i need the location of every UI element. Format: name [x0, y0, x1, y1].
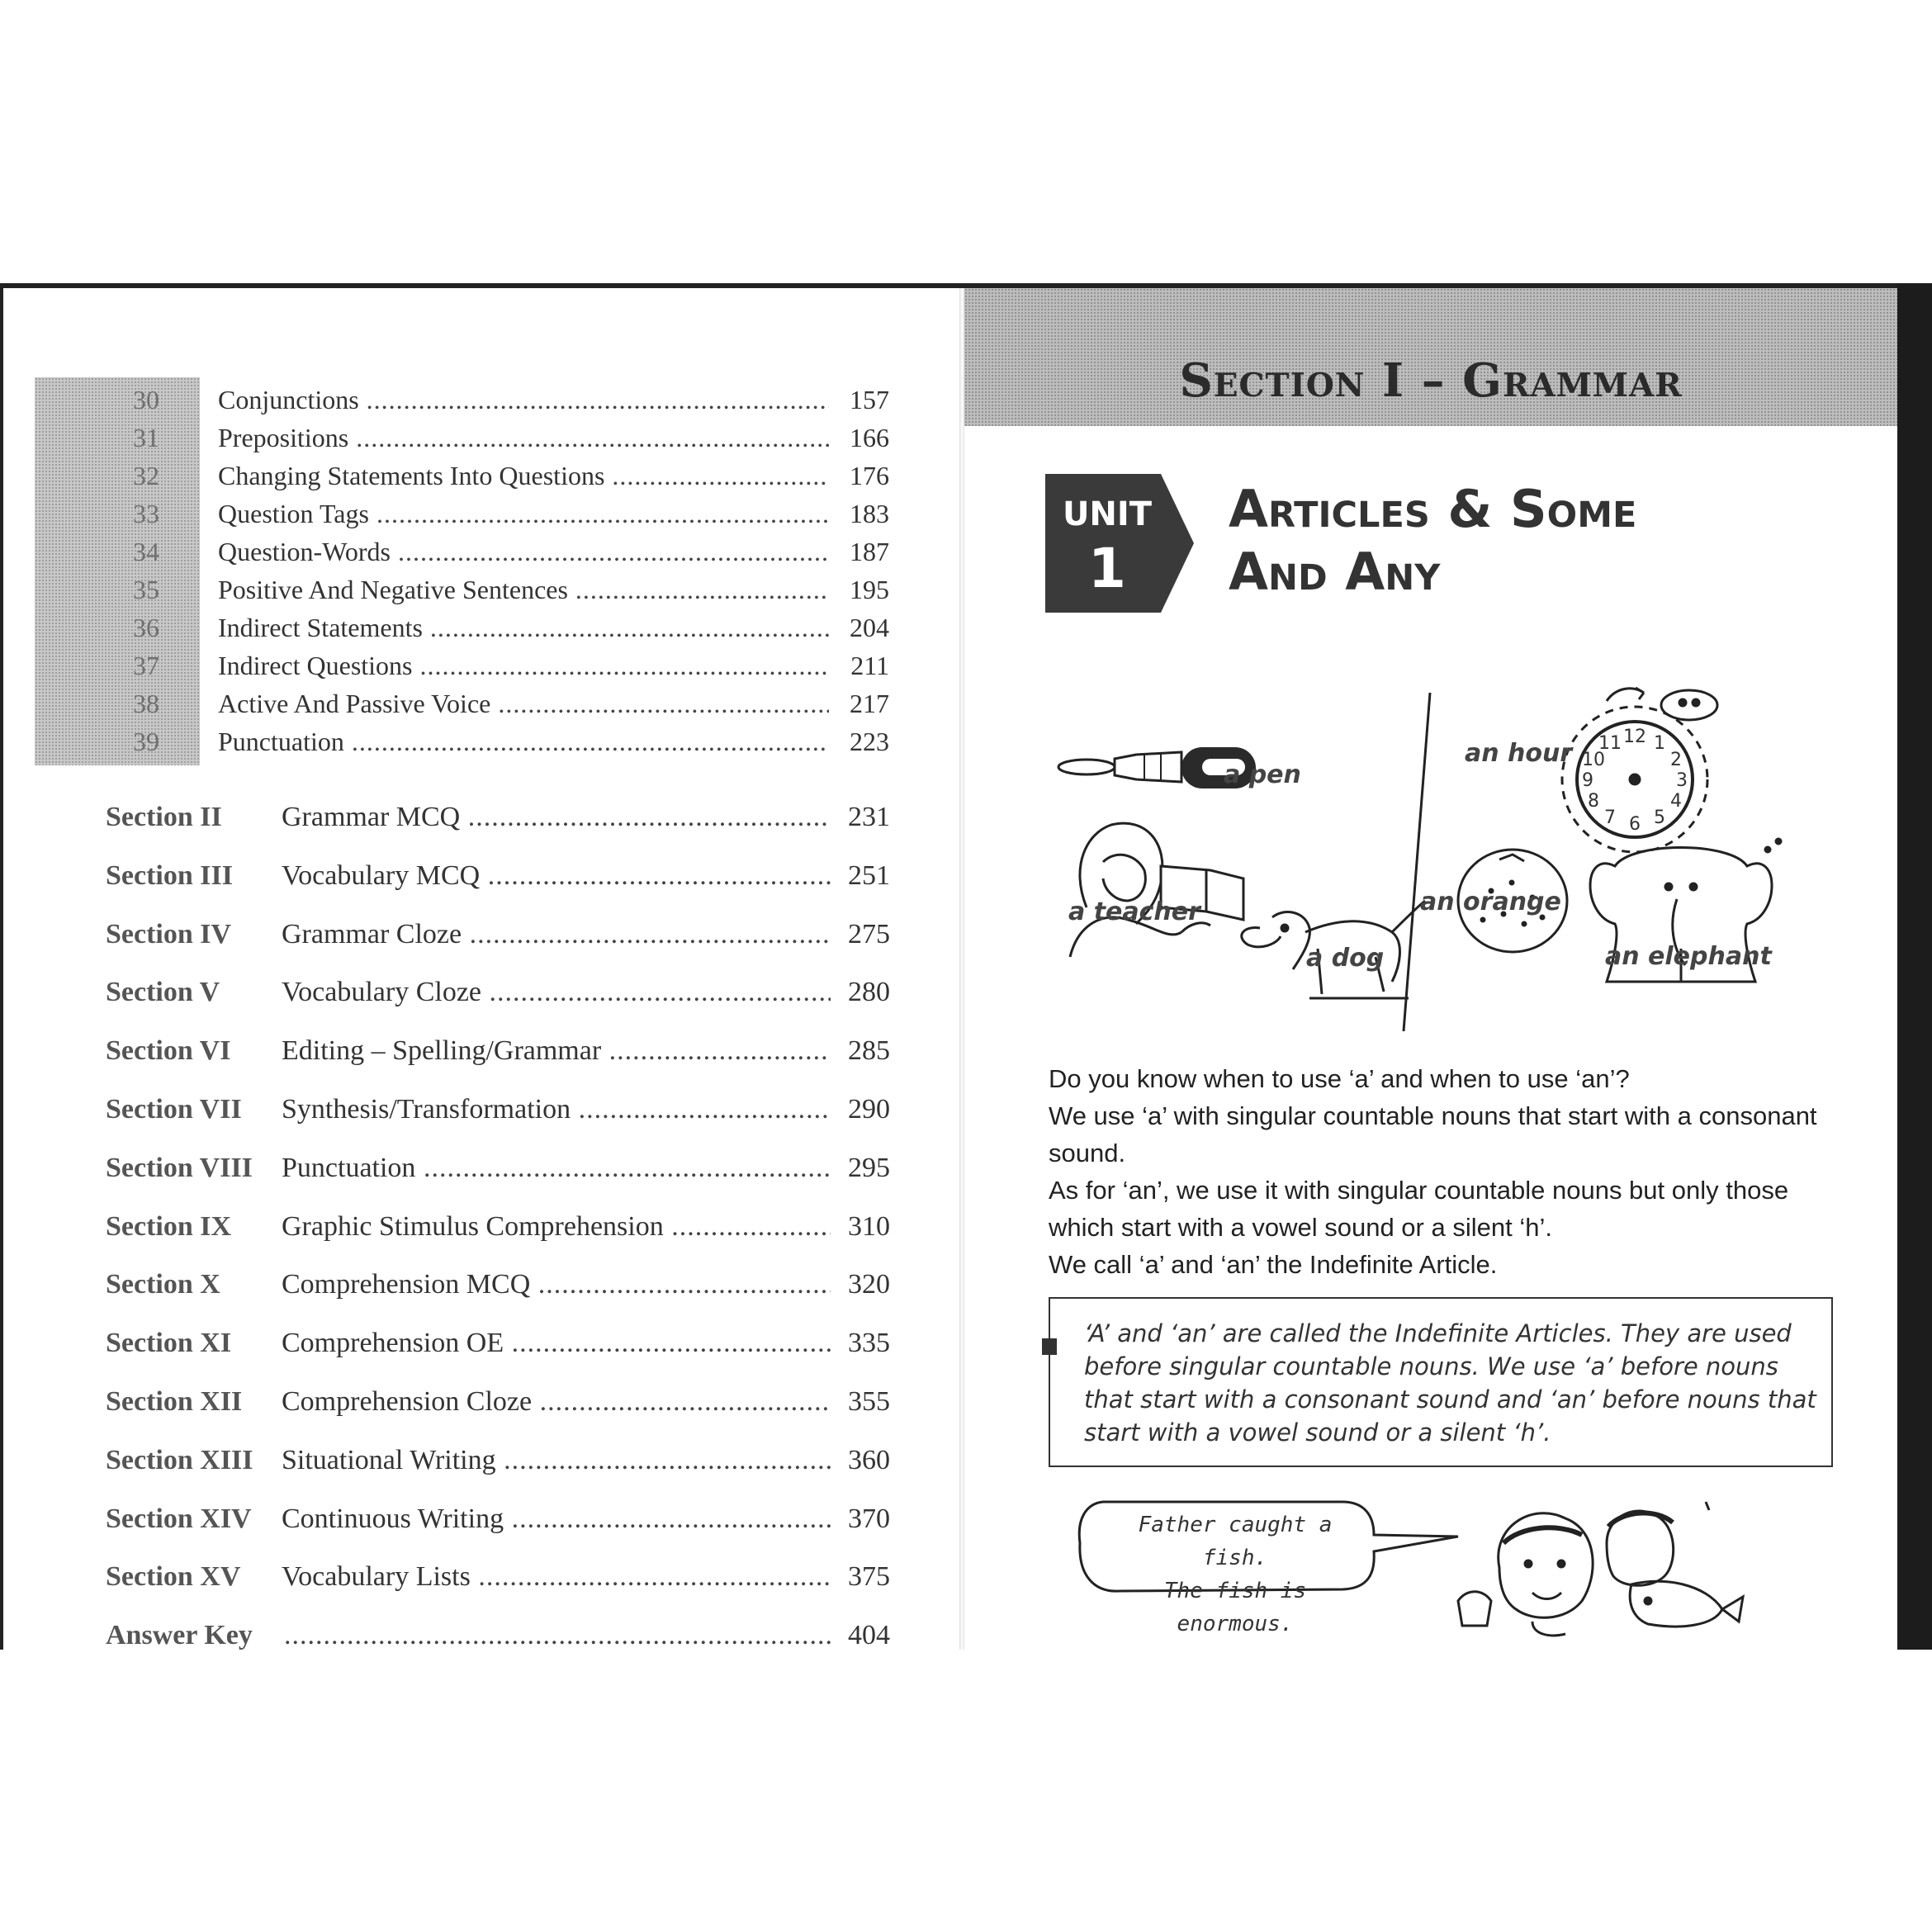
section-row[interactable] — [3, 847, 959, 906]
section-title: Vocabulary Cloze ..... — [282, 964, 831, 1021]
section-page: 310 — [836, 1198, 890, 1256]
section-row[interactable] — [3, 906, 959, 964]
rule-text: ‘A’ and ‘an’ are called the Indefinite Articles. They are used before singular countable nouns. We use ‘a’ before nouns that start with a consonant sound and ‘an’ before nouns that start with a vowel sound or a silent ‘h’. — [1084, 1319, 1816, 1447]
section-title: Synthesis/Transformation ..... — [282, 1081, 831, 1139]
label-dog: a dog — [1306, 944, 1385, 973]
chapter-row[interactable] — [3, 684, 959, 722]
speech-line-1: Father caught a fish. — [1138, 1513, 1333, 1570]
chapter-page: 217 — [837, 684, 889, 722]
illustration-drawing — [1037, 684, 1830, 1048]
section-list — [3, 788, 959, 1665]
section-title: Situational Writing ..... — [282, 1432, 831, 1489]
chapter-number: 36 — [133, 613, 159, 642]
clock-number: 5 — [1654, 807, 1665, 828]
speech-line-2: The fish is enormous. — [1163, 1579, 1307, 1636]
section-page: 251 — [836, 847, 890, 905]
chapter-number: 39 — [133, 727, 159, 756]
unit-word: UNIT — [1062, 495, 1153, 533]
section-page: 275 — [836, 906, 890, 964]
section-page: 285 — [836, 1022, 890, 1080]
chapter-title: Changing Statements Into Questions ..... — [218, 457, 829, 495]
section-title: Editing – Spelling/Grammar ..... — [282, 1022, 831, 1080]
section-row[interactable] — [3, 1373, 959, 1432]
section-label: Section XIII — [106, 1444, 253, 1475]
clock-number: 11 — [1598, 733, 1622, 754]
section-banner-title: Section I – Grammar — [1179, 353, 1683, 408]
unit-badge — [1045, 474, 1210, 613]
section-title: Grammar Cloze ..... — [282, 906, 831, 964]
chapter-row[interactable] — [3, 571, 959, 608]
section-row[interactable] — [3, 964, 959, 1022]
chapter-row[interactable] — [3, 533, 959, 571]
section-label: Section XI — [106, 1328, 232, 1359]
chapter-number: 38 — [133, 689, 159, 718]
speech-bubble-text — [1120, 1508, 1351, 1641]
section-title: Vocabulary Lists ..... — [282, 1548, 831, 1606]
scan-right-edge — [1897, 283, 1932, 1650]
contents-page — [3, 288, 959, 1650]
section-label: Section VIII — [106, 1152, 253, 1183]
section-page: 231 — [836, 788, 890, 846]
section-title: Comprehension MCQ ..... — [282, 1256, 831, 1314]
section-title: Vocabulary MCQ ..... — [282, 847, 831, 905]
section-page: 370 — [836, 1490, 890, 1548]
clock-number: 7 — [1604, 807, 1616, 828]
section-label: Section XV — [106, 1561, 241, 1593]
chapter-row[interactable] — [3, 722, 959, 760]
unit-number: 1 — [1088, 537, 1126, 600]
unit-title-line-1: Articles & Some — [1229, 479, 1637, 539]
section-page: 335 — [836, 1314, 890, 1372]
body-paragraph: We use ‘a’ with singular countable nouns that start with a consonant sound. — [1049, 1101, 1817, 1167]
chapter-title: Question-Words ..... — [218, 533, 829, 571]
chapter-title: Conjunctions ..... — [218, 381, 829, 419]
chapter-number: 32 — [133, 461, 159, 490]
section-title: Comprehension OE ..... — [282, 1314, 831, 1372]
section-label: Section X — [106, 1269, 220, 1300]
body-paragraph: As for ‘an’, we use it with singular countable nouns but only those which start with a vowel sound or a silent ‘h’. — [1049, 1176, 1789, 1242]
section-row[interactable] — [3, 1139, 959, 1198]
chapter-number: 37 — [133, 651, 159, 680]
section-title: Comprehension Cloze ..... — [282, 1373, 831, 1431]
section-label: Section VII — [106, 1093, 242, 1125]
label-elephant: an elephant — [1605, 942, 1772, 971]
chapter-page: 176 — [837, 457, 889, 495]
clock-number: 3 — [1676, 770, 1688, 791]
chapter-title: Indirect Statements ..... — [218, 608, 829, 646]
section-row[interactable] — [3, 1432, 959, 1490]
chapter-page: 204 — [837, 608, 889, 646]
chapter-page: 187 — [837, 533, 889, 571]
chapter-number: 31 — [133, 423, 159, 452]
chapter-page: 183 — [837, 495, 889, 533]
clock-number: 8 — [1588, 791, 1599, 812]
section-row[interactable] — [3, 1198, 959, 1257]
boy-icon — [1458, 1513, 1593, 1636]
section-title: Continuous Writing ..... — [282, 1490, 831, 1548]
chapter-number: 33 — [133, 499, 159, 528]
chapter-list — [3, 381, 959, 760]
father-with-fish-icon — [1607, 1502, 1743, 1627]
clock-number: 9 — [1582, 770, 1593, 791]
section-label: Section VI — [106, 1035, 231, 1067]
clock-number: 1 — [1654, 733, 1665, 754]
section-page: 355 — [836, 1373, 890, 1431]
section-row[interactable] — [3, 1490, 959, 1549]
chapter-page: 223 — [837, 722, 889, 760]
chapter-row[interactable] — [3, 646, 959, 684]
label-teacher: a teacher — [1068, 897, 1200, 926]
chapter-number: 35 — [133, 575, 159, 604]
answer-key-label: Answer Key — [106, 1620, 253, 1651]
section-page: 280 — [836, 964, 890, 1021]
chapter-title: Indirect Questions ..... — [218, 646, 829, 684]
unit-title-line-2: And Any — [1229, 542, 1441, 602]
chapter-row[interactable] — [3, 419, 959, 457]
chapter-row[interactable] — [3, 457, 959, 495]
teacher-icon — [1070, 823, 1243, 957]
section-row[interactable] — [3, 788, 959, 847]
explanation-text — [1049, 1060, 1858, 1283]
clock-number: 4 — [1670, 791, 1682, 812]
section-label: Section V — [106, 977, 220, 1008]
chapter-number: 30 — [133, 385, 159, 414]
section-label: Section XIV — [106, 1503, 252, 1534]
body-paragraph: We call ‘a’ and ‘an’ the Indefinite Article. — [1049, 1250, 1498, 1279]
rule-bullet-icon — [1042, 1338, 1057, 1355]
clock-number: 10 — [1582, 750, 1605, 770]
unit-title — [1229, 478, 1856, 604]
section-title: Grammar MCQ ..... — [282, 788, 831, 846]
clock-number: 2 — [1670, 750, 1682, 770]
section-label: Section IV — [106, 918, 232, 949]
section-page: 360 — [836, 1432, 890, 1489]
chapter-row[interactable] — [3, 495, 959, 533]
section-page: 375 — [836, 1548, 890, 1606]
section-title: Punctuation ..... — [282, 1139, 831, 1197]
body-paragraph: Do you know when to use ‘a’ and when to use ‘an’? — [1049, 1064, 1630, 1093]
section-page: 320 — [836, 1256, 890, 1314]
chapter-title: Punctuation ..... — [218, 722, 829, 760]
section-title: Graphic Stimulus Comprehension ..... — [282, 1198, 831, 1256]
answer-key-leader — [284, 1607, 833, 1664]
answer-key-page: 404 — [836, 1607, 890, 1664]
unit-page — [964, 288, 1897, 1650]
clock-number: 12 — [1623, 727, 1646, 747]
chapter-page: 195 — [837, 571, 889, 608]
label-hour: an hour — [1465, 739, 1573, 768]
section-row[interactable] — [3, 1548, 959, 1607]
section-page: 295 — [836, 1139, 890, 1197]
section-page: 290 — [836, 1081, 890, 1139]
book-scan — [0, 283, 1932, 1650]
answer-key-row[interactable] — [3, 1607, 959, 1665]
label-pen: a pen — [1224, 760, 1301, 789]
section-row[interactable] — [3, 1256, 959, 1314]
chapter-title: Positive And Negative Sentences ..... — [218, 571, 829, 608]
section-label: Section II — [106, 802, 222, 832]
chapter-title: Active And Passive Voice ..... — [218, 684, 829, 722]
chapter-row[interactable] — [3, 608, 959, 646]
chapter-title: Question Tags ..... — [218, 495, 829, 533]
chapter-page: 157 — [837, 381, 889, 419]
clock-number: 6 — [1629, 814, 1641, 835]
chapter-number: 34 — [133, 537, 159, 566]
chapter-page: 166 — [837, 419, 889, 457]
articles-illustration — [1037, 684, 1830, 1048]
section-label: Section III — [106, 859, 233, 891]
chapter-title: Prepositions ..... — [218, 419, 829, 457]
chapter-row[interactable] — [3, 381, 959, 419]
section-label: Section XII — [106, 1385, 243, 1417]
label-orange: an orange — [1420, 888, 1561, 916]
chapter-page: 211 — [837, 646, 889, 684]
section-row[interactable] — [3, 1314, 959, 1373]
section-row[interactable] — [3, 1081, 959, 1139]
section-label: Section IX — [106, 1210, 232, 1242]
section-row[interactable] — [3, 1022, 959, 1081]
